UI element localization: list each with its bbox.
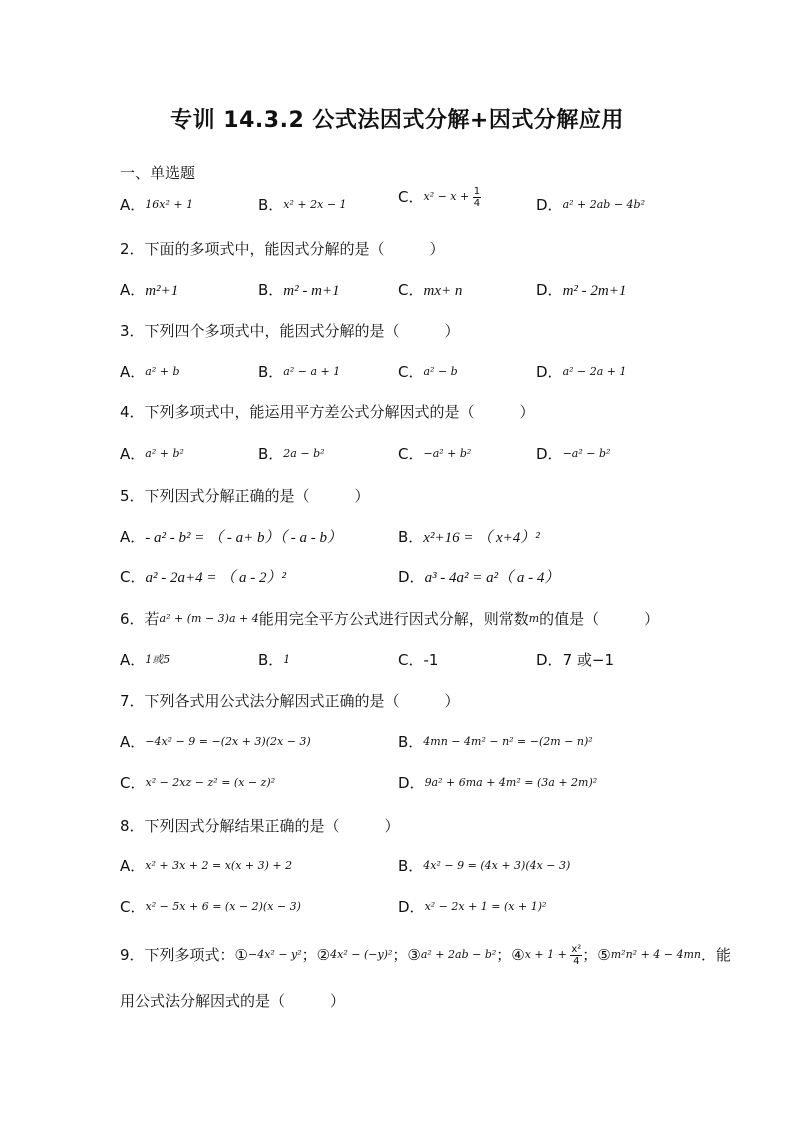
q6-options (120, 649, 760, 673)
q3-option-b[interactable]: B．a² − a + 1 (258, 363, 341, 381)
fraction: $\frac{1}{4}$ (473, 186, 481, 209)
q5-option-c[interactable]: C．a² - 2a+4 = （ a - 2）² (120, 568, 286, 586)
section-title: 一、单选题 (120, 164, 196, 182)
q8-option-d[interactable]: D．x² − 2x + 1 = (x + 1)² (398, 898, 547, 916)
q2-options (120, 279, 760, 303)
q3-option-a[interactable]: A．a² + b (120, 363, 180, 381)
q1-option-d[interactable]: D．a² + 2ab − 4b² (536, 196, 645, 214)
q7-option-d[interactable]: D．9a² + 6ma + 4m² = (3a + 2m)² (398, 774, 598, 792)
q6-option-c[interactable]: C．-1 (398, 651, 439, 669)
q8-option-c[interactable]: C．x² − 5x + 6 = (x − 2)(x − 3) (120, 898, 301, 916)
q1-option-b[interactable]: B．x² + 2x − 1 (258, 196, 347, 214)
q3-options (120, 361, 760, 385)
q3-stem: 3．下列四个多项式中，能因式分解的是（ ） (120, 322, 460, 340)
q8-options-row2 (120, 896, 760, 920)
q9-stem-line2: 用公式法分解因式的是（ ） (120, 992, 346, 1010)
q4-option-d[interactable]: D．−a² − b² (536, 445, 611, 463)
q5-stem: 5．下列因式分解正确的是（ ） (120, 487, 370, 505)
q8-options-row1 (120, 855, 760, 879)
q4-option-a[interactable]: A．a² + b² (120, 445, 184, 463)
q2-option-b[interactable]: B．m² - m+1 (258, 281, 340, 299)
q7-options-row1 (120, 731, 760, 755)
q3-option-d[interactable]: D．a² − 2a + 1 (536, 363, 627, 381)
q6-option-a[interactable]: A．1或5 (120, 651, 171, 669)
q6-option-d[interactable]: D．7 或−1 (536, 651, 614, 669)
q8-option-a[interactable]: A．x² + 3x + 2 = x(x + 3) + 2 (120, 857, 293, 875)
q1-options (120, 186, 760, 218)
q4-options (120, 443, 760, 467)
q2-option-c[interactable]: C．mx+ n (398, 281, 463, 299)
q7-stem: 7．下列各式用公式法分解因式正确的是（ ） (120, 692, 460, 710)
fraction: $\frac{\text{x²}}{4}$ (571, 944, 582, 967)
q4-option-b[interactable]: B．2a − b² (258, 445, 325, 463)
q1-option-c[interactable]: C．x² − x + $\frac{1}{4}$ (398, 186, 481, 209)
q4-stem: 4．下列多项式中，能运用平方差公式分解因式的是（ ） (120, 403, 535, 421)
q5-options-row1 (120, 526, 760, 550)
q1-option-a[interactable]: A．16x² + 1 (120, 196, 194, 214)
q7-option-a[interactable]: A．−4x² − 9 = −(2x + 3)(2x − 3) (120, 733, 311, 751)
q4-option-c[interactable]: C．−a² + b² (398, 445, 472, 463)
q5-option-a[interactable]: A．- a² - b² = （ - a+ b）（ - a - b） (120, 528, 342, 546)
q3-option-c[interactable]: C．a² − b (398, 363, 458, 381)
q5-option-b[interactable]: B．x²+16 = （ x+4）² (398, 528, 540, 546)
q5-options-row2 (120, 566, 760, 590)
q2-option-a[interactable]: A．m²+1 (120, 281, 179, 299)
q7-option-b[interactable]: B．4mn − 4m² − n² = −(2m − n)² (398, 733, 593, 751)
q6-option-b[interactable]: B．1 (258, 651, 291, 669)
page-title: 专训 14.3.2 公式法因式分解+因式分解应用 (170, 108, 624, 133)
q8-stem: 8．下列因式分解结果正确的是（ ） (120, 817, 400, 835)
q2-option-d[interactable]: D．m² - 2m+1 (536, 281, 627, 299)
q8-option-b[interactable]: B．4x² − 9 = (4x + 3)(4x − 3) (398, 857, 571, 875)
q7-option-c[interactable]: C．x² − 2xz − z² = (x − z)² (120, 774, 276, 792)
q6-stem: 6．若a² + (m − 3)a + 4能用完全平方公式进行因式分解，则常数m的值是（ ） (120, 610, 660, 628)
q7-options-row2 (120, 772, 760, 796)
q2-stem: 2．下面的多项式中，能因式分解的是（ ） (120, 240, 445, 258)
q9-stem-line1: 9．下列多项式：①−4x² − y²；②4x² − (−y)²；③a² + 2ab − b²；④x + 1 + $\frac{\text{x²}}{4}$ ；⑤m²n² + 4 − 4mn．能 (120, 944, 732, 967)
q5-option-d[interactable]: D．a³ - 4a² = a²（ a - 4） (398, 568, 560, 586)
